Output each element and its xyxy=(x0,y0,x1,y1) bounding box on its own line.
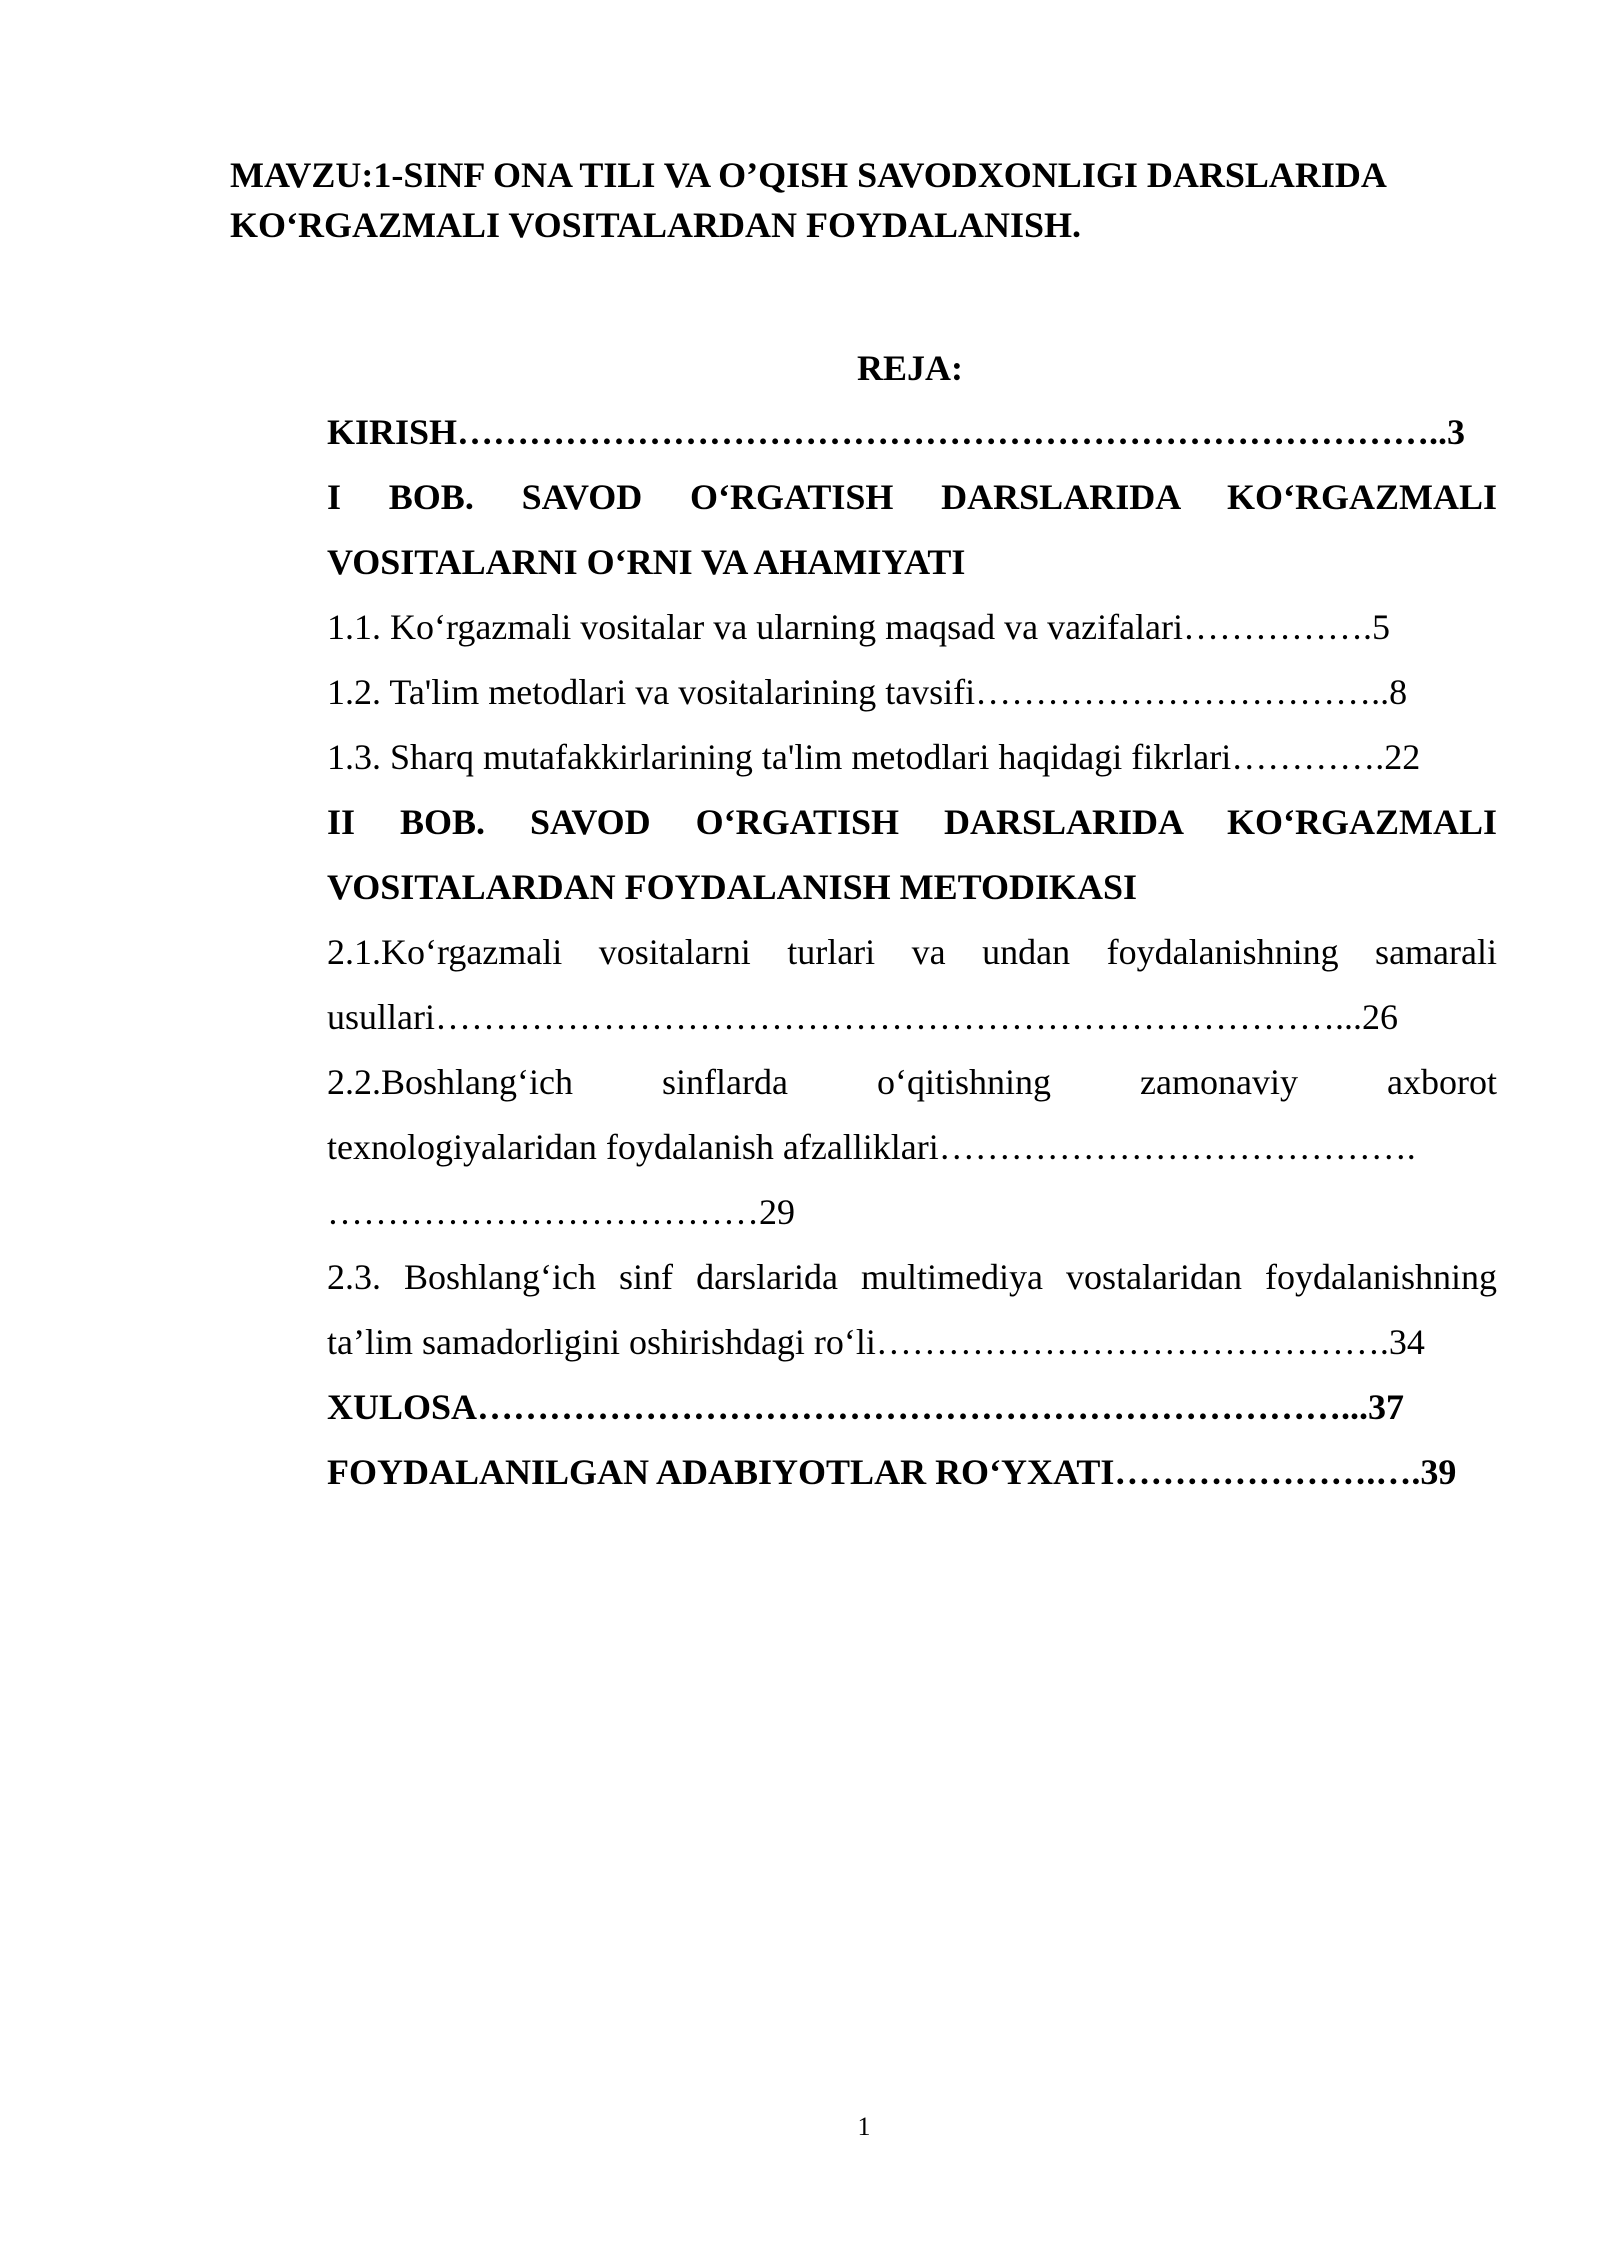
toc-entry-2-1-line-2: usullari…………………………………………………………………...26 xyxy=(327,997,1398,1037)
toc-entry-introduction: KIRISH………………………………………………………………………..3 xyxy=(327,412,1466,452)
toc-entry-conclusion: XULOSA………………………………………………………………...37 xyxy=(327,1387,1405,1427)
toc-entry-2-3-line-2: ta’lim samadorligini oshirishdagi ro‘li…………………………………….34 xyxy=(327,1322,1425,1362)
toc-chapter-1-title-line-1: I BOB. SAVOD O‘RGATISH DARSLARIDA KO‘RGAZMALI xyxy=(327,477,1497,517)
toc-chapter-1-title-line-2: VOSITALARNI O‘RNI VA AHAMIYATI xyxy=(327,542,966,582)
toc-entry-2-1-line-1: 2.1.Ko‘rgazmali vositalarni turlari va undan foydalanishning samarali xyxy=(327,932,1497,972)
toc-entry-1-2: 1.2. Ta'lim metodlari va vositalarining tavsifi……………………………..8 xyxy=(327,672,1408,712)
toc-chapter-2-title-line-2: VOSITALARDAN FOYDALANISH METODIKASI xyxy=(327,867,1138,907)
toc-entry-bibliography: FOYDALANILGAN ADABIYOTLAR RO‘YXATI………………….….39 xyxy=(327,1452,1457,1492)
plan-heading: REJA: xyxy=(857,348,963,388)
toc-entry-2-3-line-1: 2.3. Boshlang‘ich sinf darslarida multimediya vostalaridan foydalanishning xyxy=(327,1257,1497,1297)
topic-line-2: KO‘RGAZMALI VOSITALARDAN FOYDALANISH. xyxy=(230,205,1082,245)
table-of-contents xyxy=(327,400,1497,1505)
page-number: 1 xyxy=(857,2112,871,2141)
toc-entry-2-2-line-2: texnologiyalaridan foydalanish afzalliklari…………………………………. xyxy=(327,1127,1416,1167)
toc-entry-1-3: 1.3. Sharq mutafakkirlarining ta'lim metodlari haqidagi fikrlari………….22 xyxy=(327,737,1421,777)
topic-line-1: MAVZU:1-SINF ONA TILI VA O’QISH SAVODXONLIGI DARSLARIDA xyxy=(230,155,1387,195)
toc-chapter-2-title-line-1: II BOB. SAVOD O‘RGATISH DARSLARIDA KO‘RGAZMALI xyxy=(327,802,1497,842)
toc-entry-1-1: 1.1. Ko‘rgazmali vositalar va ularning maqsad va vazifalari…………….5 xyxy=(327,607,1391,647)
toc-entry-2-2-line-3: ………………………………29 xyxy=(327,1192,795,1232)
document-topic xyxy=(230,150,1500,250)
toc-entry-2-2-line-1: 2.2.Boshlang‘ich sinflarda o‘qitishning zamonaviy axborot xyxy=(327,1062,1497,1102)
